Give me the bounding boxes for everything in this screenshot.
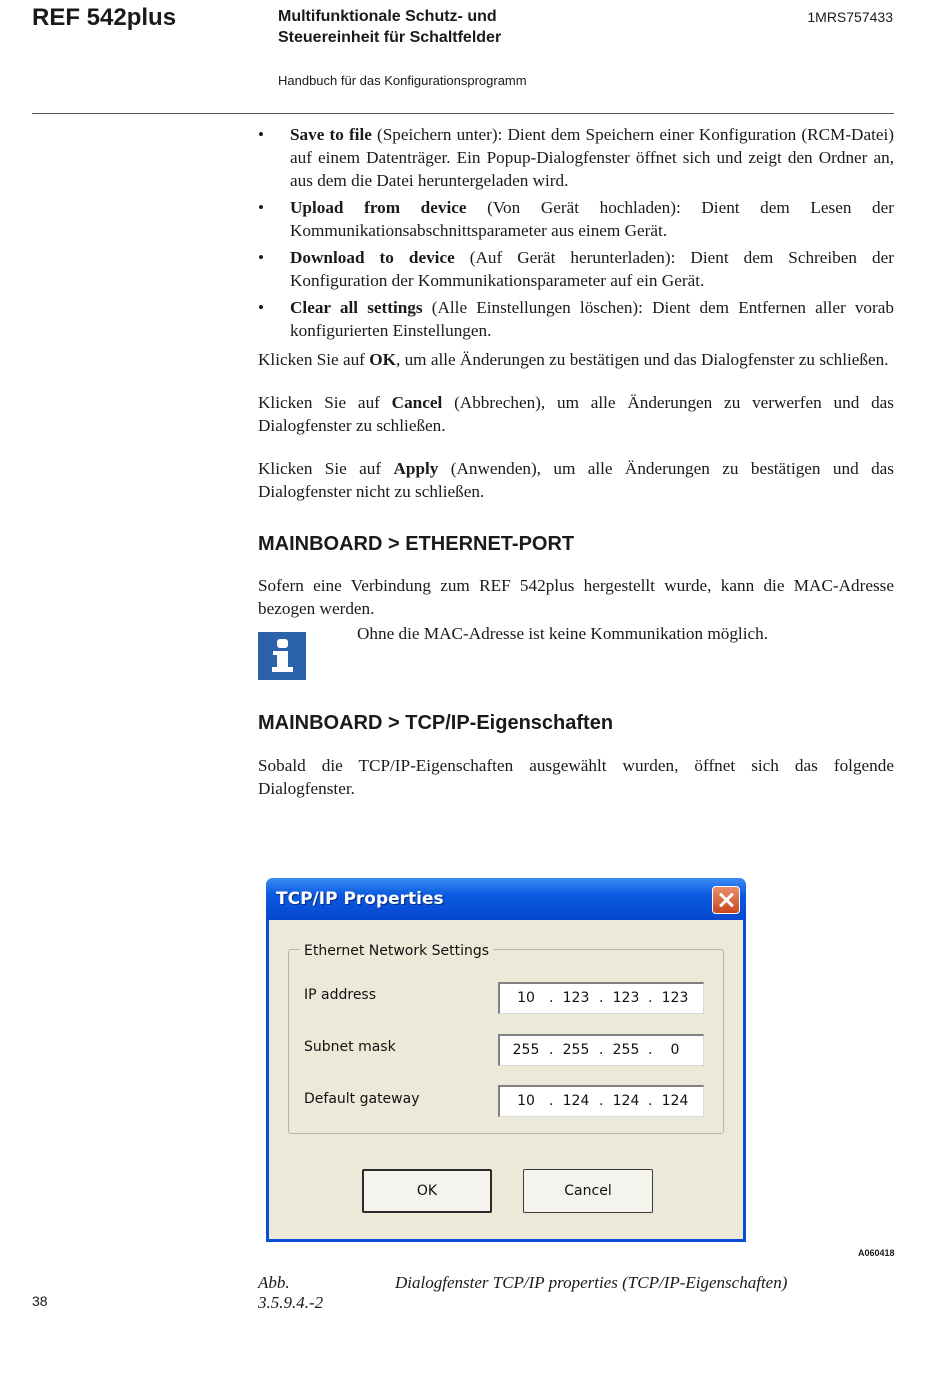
cancel-paragraph-term: Cancel: [391, 393, 443, 412]
document-title: [278, 6, 501, 48]
ip-octet: 123: [612, 990, 640, 1006]
ip-octet: 124: [661, 1093, 689, 1109]
ip-octet: 255: [612, 1042, 640, 1058]
list-item-text: (Von Gerät hochladen): Dient dem Lesen der Kommunikationsabschnittsparameter aus einem Gerät.: [290, 198, 894, 240]
subnet-mask-label: Subnet mask: [304, 1039, 396, 1055]
list-item: [258, 196, 894, 242]
ip-octet: 123: [661, 990, 689, 1006]
ip-octet: 255: [512, 1042, 540, 1058]
header-divider: [32, 113, 894, 114]
list-item-text: (Alle Einstellungen löschen): Dient dem Entfernen aller vorab konfigurierten Einstellungen.: [290, 298, 894, 340]
apply-paragraph: [258, 457, 894, 503]
group-label: Ethernet Network Settings: [300, 943, 493, 959]
ok-paragraph-term: OK: [369, 350, 396, 369]
list-item-term: Clear all settings: [290, 298, 423, 317]
ok-paragraph-post: , um alle Änderungen zu bestätigen und das Dialogfenster zu schließen.: [395, 350, 889, 369]
list-item-term: Upload from device: [290, 198, 467, 217]
list-item-term: Save to file: [290, 125, 372, 144]
ok-paragraph: [258, 348, 894, 371]
ip-octet: 10: [517, 990, 535, 1006]
ip-octet: 255: [562, 1042, 590, 1058]
ok-button[interactable]: OK: [362, 1169, 492, 1213]
ip-address-label: IP address: [304, 987, 377, 1003]
option-list: [258, 123, 894, 342]
ip-octet: 10: [517, 1093, 535, 1109]
note-text: Ohne die MAC-Adresse ist keine Kommunikation möglich.: [357, 624, 769, 643]
figure-id: A060418: [858, 1248, 895, 1258]
close-icon[interactable]: [712, 886, 740, 914]
dialog-title: TCP/IP Properties: [276, 889, 444, 909]
list-item: [258, 296, 894, 342]
list-item-text: (Auf Gerät herunterladen): Dient dem Schreiben der Konfiguration der Kommunikationsparameter auf ein Gerät.: [290, 248, 894, 290]
document-subtitle: Handbuch für das Konfigurationsprogramm: [278, 73, 527, 88]
apply-paragraph-pre: Klicken Sie auf: [258, 459, 394, 478]
section-heading-tcpip: MAINBOARD > TCP/IP-Eigenschaften: [258, 712, 614, 734]
document-number: 1MRS757433: [807, 9, 893, 25]
figure-number: Abb. 3.5.9.4.-2: [258, 1273, 324, 1312]
cancel-button[interactable]: Cancel: [523, 1169, 653, 1213]
tcpip-paragraph: Sobald die TCP/IP-Eigenschaften ausgewählt wurden, öffnet sich das folgende Dialogfenster.: [258, 756, 894, 798]
dialog-title-bar[interactable]: [266, 878, 746, 920]
ip-octet: 124: [612, 1093, 640, 1109]
ip-octet: 124: [562, 1093, 590, 1109]
subnet-mask-field[interactable]: 255 . 255 . 255 . 0: [498, 1034, 704, 1066]
main-content: [258, 123, 894, 800]
default-gateway-field[interactable]: 10 . 124 . 124 . 124: [498, 1085, 704, 1117]
ip-address-field[interactable]: 10 . 123 . 123 . 123: [498, 982, 704, 1014]
ip-octet: 123: [562, 990, 590, 1006]
list-item: [258, 123, 894, 192]
page-number: 38: [32, 1293, 48, 1309]
note-box: [258, 620, 894, 682]
section-heading-ethernet: MAINBOARD > ETHERNET-PORT: [258, 533, 575, 555]
list-item: [258, 246, 894, 292]
document-title-line1: Multifunktionale Schutz- und: [278, 8, 497, 25]
tcpip-properties-dialog: [266, 878, 746, 1242]
default-gateway-label: Default gateway: [304, 1091, 420, 1107]
apply-paragraph-post: (Anwenden), um alle Änderungen zu bestätigen und das Dialogfenster nicht zu schließen.: [258, 459, 894, 501]
product-name: REF 542plus: [32, 4, 177, 31]
list-item-term: Download to device: [290, 248, 455, 267]
document-title-line2: Steuereinheit für Schaltfelder: [278, 29, 502, 46]
list-item-text: (Speichern unter): Dient dem Speichern einer Konfiguration (RCM-Datei) auf einem Datenträger. Ein Popup-Dialogfenster öffnet sich und zeigt den Ordner an, aus dem die Datei heruntergeladen wird.: [290, 125, 894, 190]
cancel-paragraph-pre: Klicken Sie auf: [258, 393, 392, 412]
cancel-paragraph: [258, 391, 894, 437]
apply-paragraph-term: Apply: [393, 459, 439, 478]
figure-caption-text: Dialogfenster TCP/IP properties (TCP/IP-Eigenschaften): [395, 1273, 788, 1292]
ethernet-paragraph: Sofern eine Verbindung zum REF 542plus hergestellt wurde, kann die MAC-Adresse bezogen werden.: [258, 576, 894, 618]
cancel-paragraph-post: (Abbrechen), um alle Änderungen zu verwerfen und das Dialogfenster zu schließen.: [258, 393, 894, 435]
info-icon: [258, 632, 306, 680]
dialog-body: [269, 920, 743, 1239]
ok-paragraph-pre: Klicken Sie auf: [258, 350, 370, 369]
ip-octet: 0: [670, 1042, 680, 1058]
